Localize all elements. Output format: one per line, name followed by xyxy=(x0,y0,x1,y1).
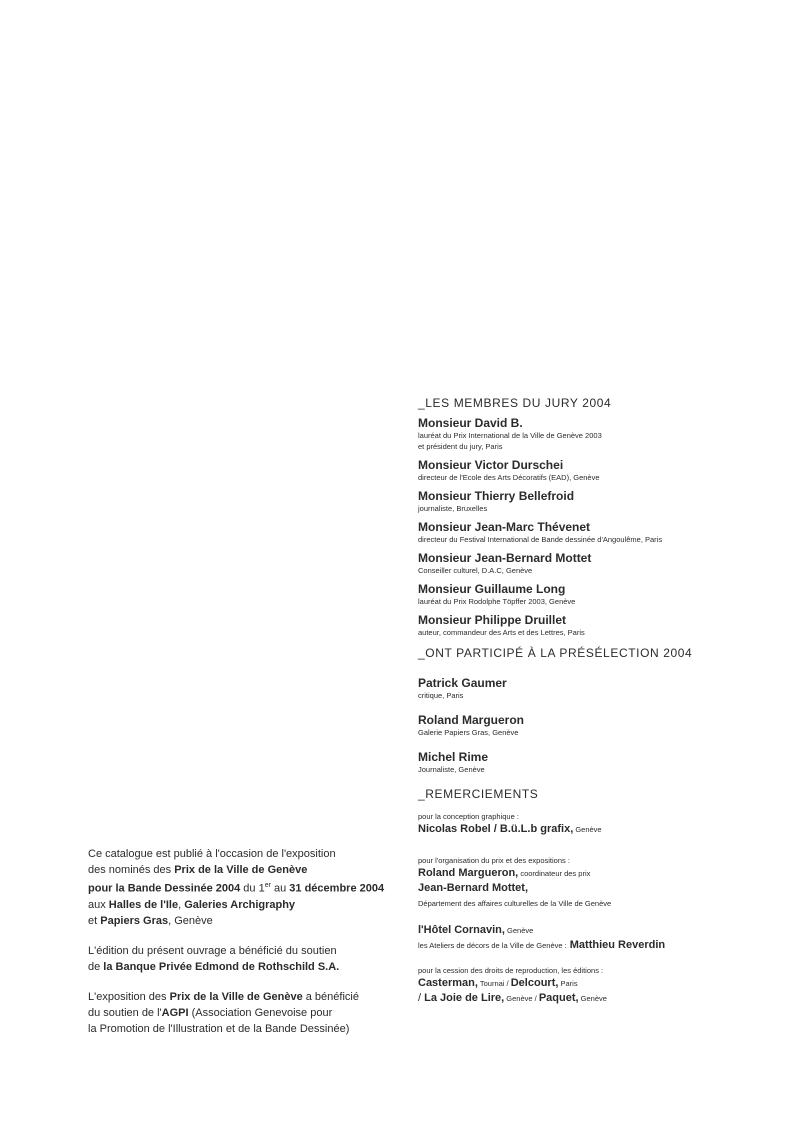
jury-member-name: Monsieur Jean-Marc Thévenet xyxy=(418,520,591,534)
ateliers-name: Matthieu Reverdin xyxy=(566,939,666,951)
org-name1: Roland Margueron, xyxy=(418,867,519,879)
jury-member-desc: journaliste, Bruxelles xyxy=(418,504,488,513)
left-column xyxy=(88,846,408,1051)
thanks-org-intro: pour l'organisation du prix et des expositions : xyxy=(418,856,570,865)
p3-text2: a bénéficié xyxy=(302,990,359,1003)
org-role1: coordinateur des prix xyxy=(518,869,591,878)
hotel-place: Genève xyxy=(504,926,534,935)
rights-line2 xyxy=(418,991,788,1006)
org-name2: Jean-Bernard Mottet, xyxy=(418,882,529,894)
jury-title: _LES MEMBRES DU JURY 2004 xyxy=(418,396,612,410)
p1-bold5: Galeries Archigraphy xyxy=(184,898,296,911)
preselection-person xyxy=(418,676,788,701)
thanks-rights xyxy=(418,965,788,1006)
p1-bold3: 31 décembre 2004 xyxy=(289,882,385,895)
publisher-joie-de-lire: La Joie de Lire, xyxy=(424,992,505,1004)
p1-text6: , xyxy=(178,898,185,911)
jury-member-name: Monsieur Philippe Druillet xyxy=(418,613,567,627)
publisher-paquet: Paquet, xyxy=(538,992,579,1004)
thanks-title: _REMERCIEMENTS xyxy=(418,787,539,801)
thanks-hotel xyxy=(418,923,788,953)
p3-text4: (Association Genevoise pour xyxy=(188,1006,333,1019)
rights-intro: pour la cession des droits de reproduction, les éditions : xyxy=(418,966,604,975)
jury-member xyxy=(418,582,788,607)
p1-bold2: pour la Bande Dessinée 2004 xyxy=(88,882,241,895)
jury-member-desc: auteur, commandeur des Arts et des Lettres, Paris xyxy=(418,628,585,637)
thanks-graphic-intro: pour la conception graphique : xyxy=(418,812,519,821)
jury-member-desc: et président du jury, Paris xyxy=(418,442,503,451)
preselection-desc: Galerie Papiers Gras, Genève xyxy=(418,728,519,737)
graphic-place: Genève xyxy=(573,825,602,834)
p3-bold2: AGPI xyxy=(161,1006,189,1019)
p2-bold1: la Banque Privée Edmond de Rothschild S.A. xyxy=(103,960,340,973)
p1-text1: Ce catalogue est publié à l'occasion de l'exposition xyxy=(88,848,336,860)
publisher-paquet-place: Genève xyxy=(578,994,607,1003)
jury-member xyxy=(418,613,788,638)
p1-bold6: Papiers Gras xyxy=(100,914,169,927)
p3-text5: la Promotion de l'Illustration et de la Bande Dessinée) xyxy=(88,1022,350,1035)
thanks-org-dept: Département des affaires culturelles de la Ville de Genève xyxy=(418,899,612,908)
publisher-delcourt-place: Paris xyxy=(558,979,578,988)
rights-separator: / xyxy=(418,992,425,1004)
p3-text1: L'exposition des xyxy=(88,990,170,1003)
jury-member-desc: lauréat du Prix International de la Ville de Genève 2003 xyxy=(418,431,602,440)
thanks-ateliers-line xyxy=(418,938,788,953)
preselection-name: Roland Margueron xyxy=(418,713,525,727)
jury-member-name: Monsieur Jean-Bernard Mottet xyxy=(418,551,592,565)
agpi-paragraph xyxy=(88,989,408,1037)
thanks-graphic-line xyxy=(418,822,788,837)
p1-text3: du 1 xyxy=(240,882,265,895)
sponsor-paragraph xyxy=(88,943,408,975)
preselection-name: Michel Rime xyxy=(418,750,489,764)
p1-sup: er xyxy=(264,882,271,889)
preselection-desc: Journaliste, Genève xyxy=(418,765,485,774)
preselection-name: Patrick Gaumer xyxy=(418,676,507,690)
jury-member-name: Monsieur Guillaume Long xyxy=(418,582,566,596)
preselection-list xyxy=(418,676,788,775)
jury-member xyxy=(418,416,788,452)
jury-list xyxy=(418,416,788,638)
publisher-delcourt: Delcourt, xyxy=(510,977,559,989)
preselection-person xyxy=(418,750,788,775)
jury-member-name: Monsieur Thierry Bellefroid xyxy=(418,489,575,503)
jury-member-name: Monsieur David B. xyxy=(418,416,523,430)
p3-bold1: Prix de la Ville de Genève xyxy=(169,990,303,1003)
catalogue-paragraph xyxy=(88,846,408,929)
jury-member xyxy=(418,551,788,576)
p1-text5: aux xyxy=(88,898,109,911)
jury-member-desc: lauréat du Prix Rodolphe Töpffer 2003, Genève xyxy=(418,597,576,606)
ateliers-text: les Ateliers de décors de la Ville de Genève : xyxy=(418,941,567,950)
thanks-graphic xyxy=(418,811,788,837)
p3-text3: du soutien de l' xyxy=(88,1006,162,1019)
jury-member xyxy=(418,489,788,514)
jury-member-name: Monsieur Victor Durschei xyxy=(418,458,564,472)
p1-text8: , Genève xyxy=(168,914,213,927)
rights-line1 xyxy=(418,976,788,991)
p1-text4: au xyxy=(270,882,290,895)
jury-member-desc: Conseiller culturel, D.A.C, Genève xyxy=(418,566,533,575)
p2-text1: L'édition du présent ouvrage a bénéficié du soutien xyxy=(88,944,337,957)
jury-member xyxy=(418,520,788,545)
p2-text2: de xyxy=(88,960,104,973)
preselection-title: _ONT PARTICIPÉ À LA PRÉSÉLECTION 2004 xyxy=(418,646,693,660)
jury-member-desc: directeur de l'Ecole des Arts Décoratifs (EAD), Genève xyxy=(418,473,600,482)
thanks-org-line1 xyxy=(418,866,788,881)
p1-bold1: Prix de la Ville de Genève xyxy=(174,864,308,876)
p1-text2: des nominés des xyxy=(88,864,175,876)
publisher-joie-de-lire-place: Genève / xyxy=(504,994,539,1003)
p1-bold4: Halles de l'Ile xyxy=(108,898,179,911)
jury-member-desc: directeur du Festival International de Bande dessinée d'Angoulême, Paris xyxy=(418,535,663,544)
thanks-hotel-line xyxy=(418,923,788,938)
p1-text7: et xyxy=(88,914,101,927)
right-column xyxy=(418,396,788,1018)
thanks-org-line2 xyxy=(418,881,788,895)
graphic-designer: Nicolas Robel / B.ü.L.b grafix, xyxy=(418,823,574,835)
thanks-organisation xyxy=(418,855,788,909)
preselection-desc: critique, Paris xyxy=(418,691,464,700)
publisher-casterman-place: Tournai / xyxy=(477,979,511,988)
jury-member xyxy=(418,458,788,483)
publisher-casterman: Casterman, xyxy=(418,977,478,989)
hotel-name: l'Hôtel Cornavin, xyxy=(418,924,505,936)
preselection-person xyxy=(418,713,788,738)
